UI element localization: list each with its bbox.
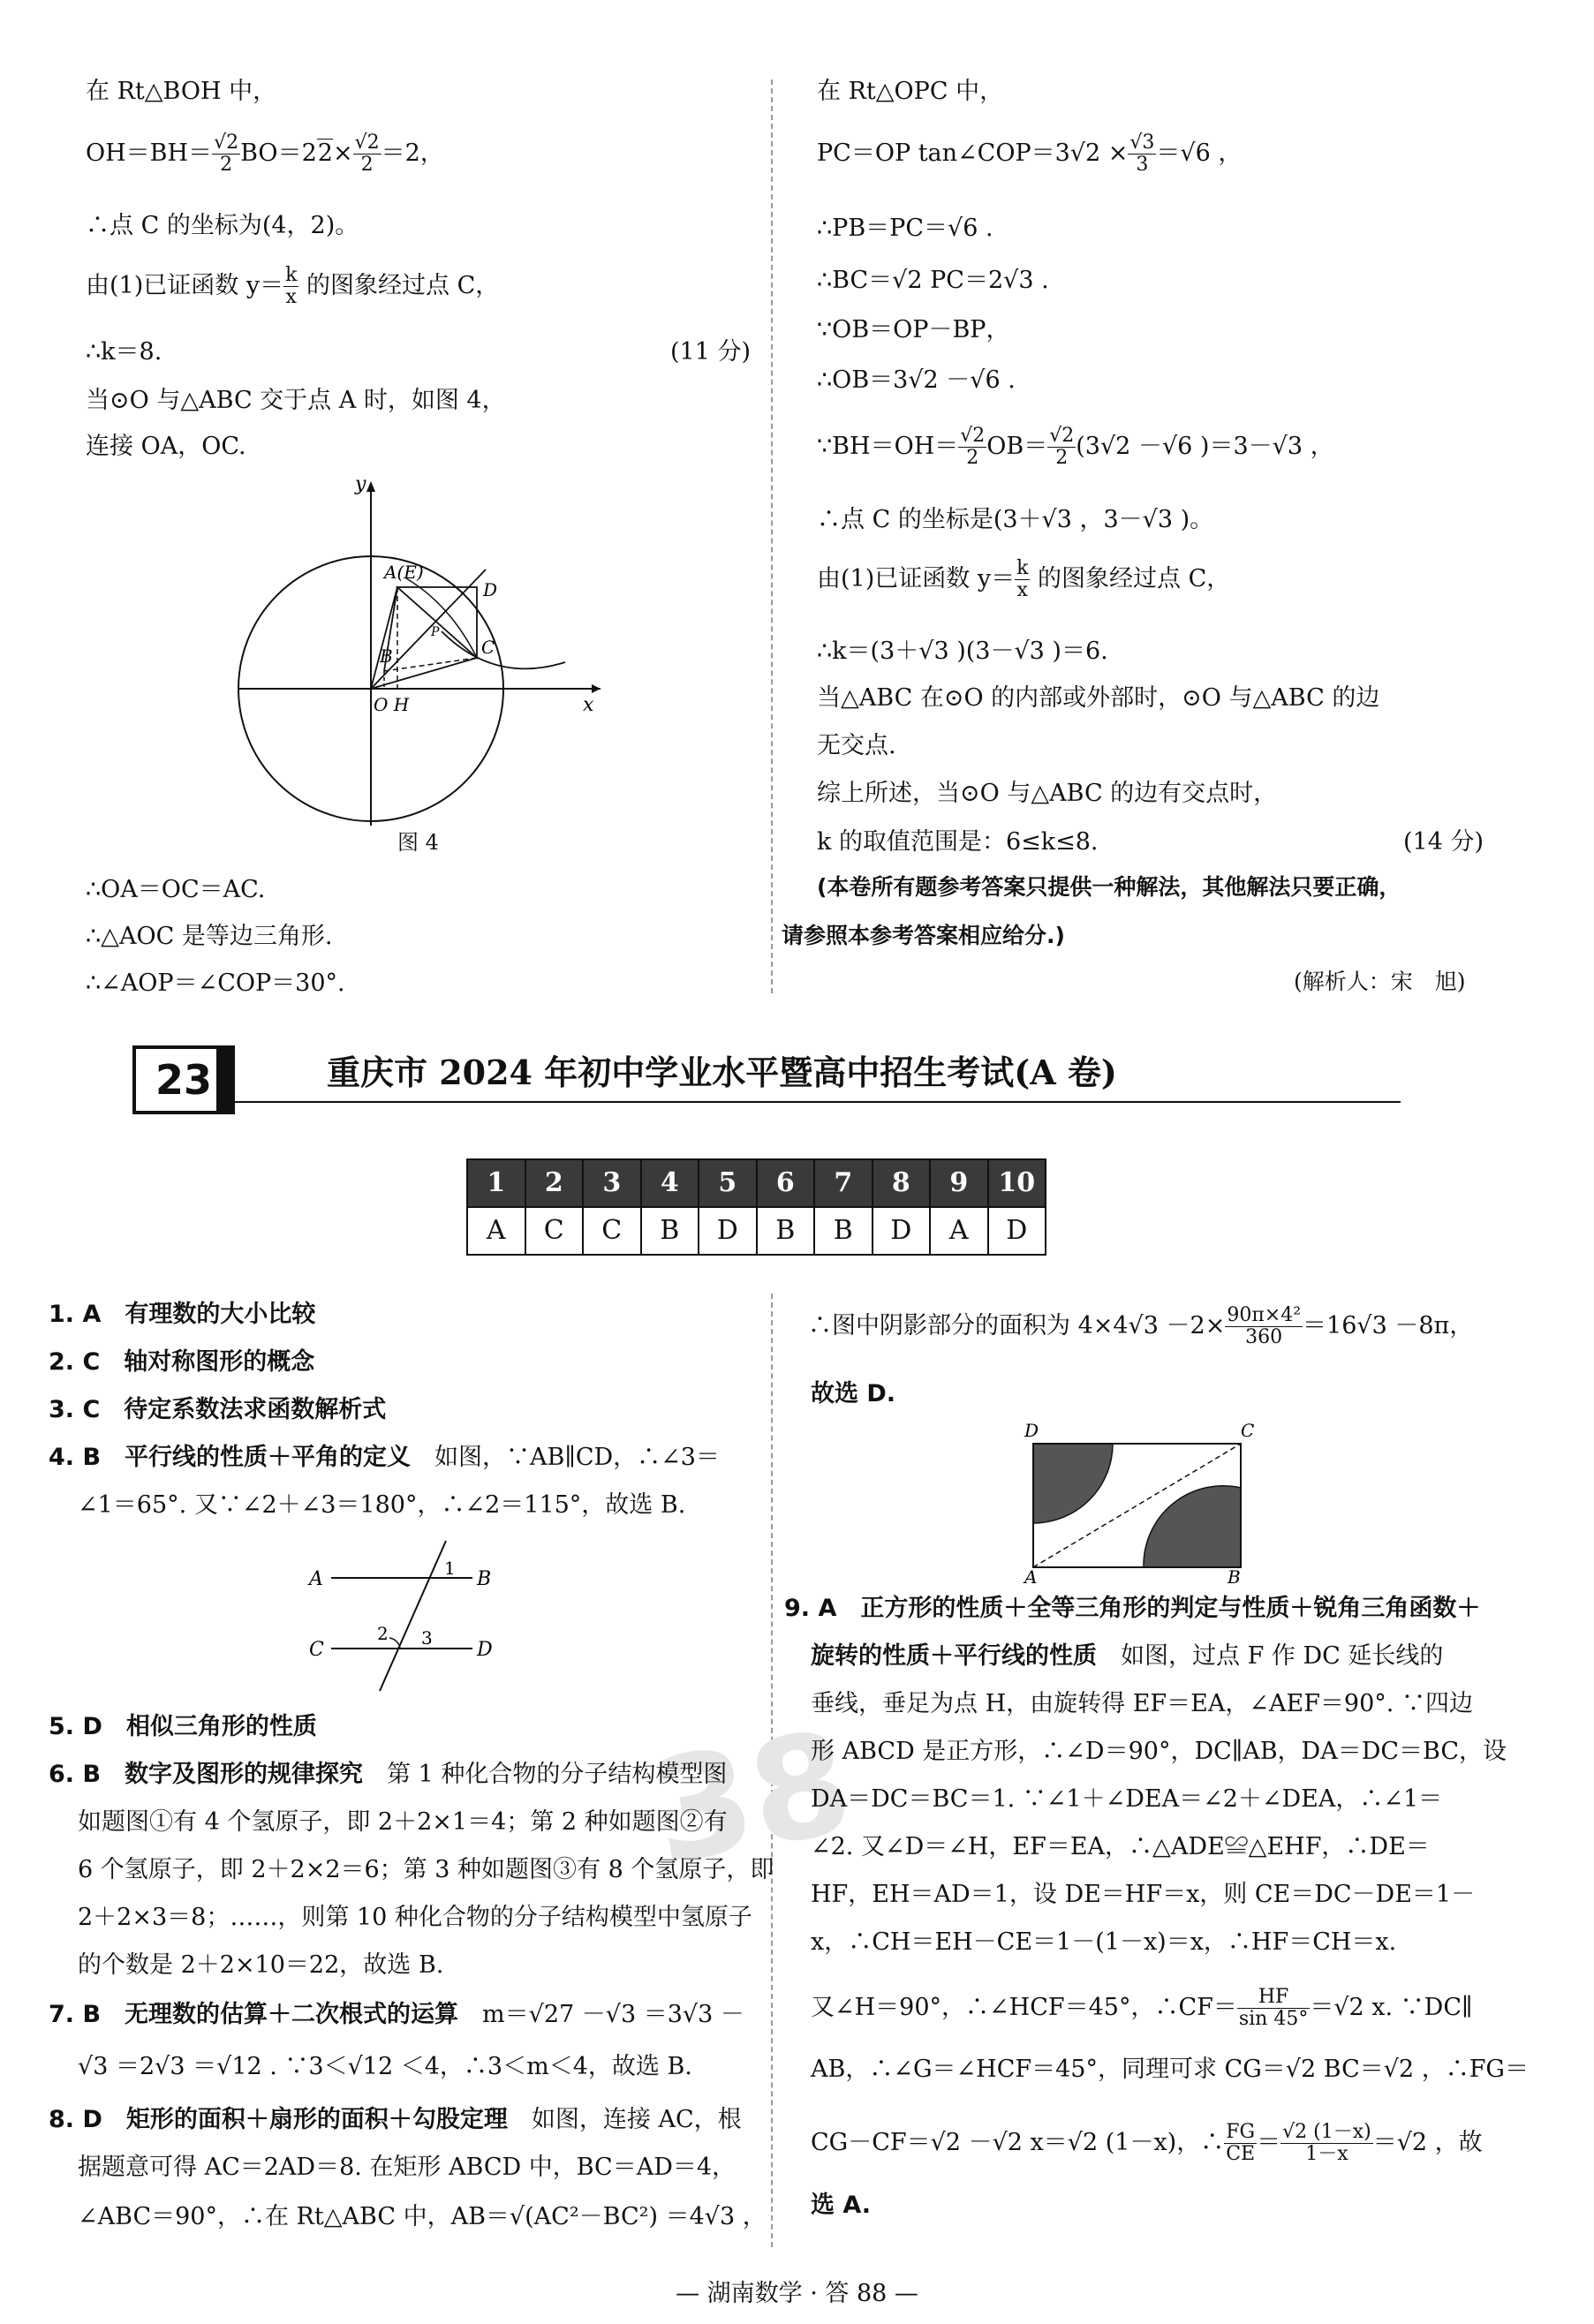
answer-letter-row [467, 1207, 1046, 1255]
text-line: 如题图①有 4 个氢原子，即 2＋2×1＝4；第 2 种如题图②有 [78, 1808, 728, 1836]
text-line: DA＝DC＝BC＝1. ∵∠1＋∠DEA＝∠2＋∠DEA，∴∠1＝ [811, 1785, 1443, 1813]
angle-1: 1 [444, 1558, 456, 1579]
note: (本卷所有题参考答案只提供一种解法，其他解法只要正确， [817, 874, 1401, 900]
section-number-bar [216, 1045, 232, 1114]
formula-function: 由(1)已证函数 y＝ $\frac{k}{x}$ 的图象经过点 C， [817, 557, 1231, 602]
answer-number: 2 [525, 1159, 584, 1207]
question-4: 4. B 平行线的性质＋平角的定义 如图，∵AB∥CD，∴∠3＝ [49, 1444, 720, 1471]
section-number: 23 [132, 1045, 235, 1114]
label-p: P [431, 625, 440, 639]
answer-table [466, 1158, 1046, 1256]
text-line: ∴k＝8. [86, 338, 162, 366]
text-line: ∴△AOC 是等边三角形. [86, 923, 333, 950]
label-b: B [1228, 1566, 1241, 1585]
text-line: 无交点. [817, 732, 896, 759]
formula-oh-bh: OH＝BH＝ $\frac{√2}{2}$ BO＝22× $\frac{√2}{2}$ ＝2， [86, 132, 444, 177]
text-line: 综上所述，当⊙O 与△ABC 的边有交点时， [817, 780, 1278, 807]
text-line: ∴OA＝OC＝AC. [86, 876, 266, 903]
section-title: 重庆市 2024 年初中学业水平暨高中招生考试(A 卷) [327, 1053, 1117, 1092]
answer-number-row [467, 1159, 1046, 1207]
angle-3: 3 [421, 1627, 433, 1649]
answer-number: 3 [583, 1159, 641, 1207]
text-line: 据题意可得 AC＝2AD＝8. 在矩形 ABCD 中，BC＝AD＝4， [78, 2154, 737, 2181]
text-line: 6 个氢原子，即 2＋2×2＝6；第 3 种如题图③有 8 个氢原子，即 [78, 1856, 774, 1883]
answer-letter: C [583, 1207, 641, 1255]
label-x: x [583, 694, 594, 716]
text-line: ∴∠AOP＝∠COP＝30°. [86, 970, 345, 997]
figure-caption: 图 4 [397, 830, 439, 855]
answer-letter: C [525, 1207, 584, 1255]
formula-pc: PC＝OP tan∠COP＝3√2 × $\frac{√3}{3}$ ＝√6 ， [817, 132, 1243, 177]
text-line: 当△ABC 在⊙O 的内部或外部时，⊙O 与△ABC 的边 [817, 684, 1380, 712]
label-ae: A(E) [384, 562, 424, 583]
text-line: ∴PB＝PC＝√6 . [817, 215, 993, 242]
answer-letter: A [930, 1207, 988, 1255]
question-7: 7. B 无理数的估算＋二次根式的运算 m＝√27 －√3 ＝3√3 － [49, 2001, 744, 2028]
answer-letter: D [873, 1207, 931, 1255]
watermark: 38 [640, 1699, 864, 1896]
question-3: 3. C 待定系数法求函数解析式 [49, 1396, 387, 1423]
text-line: 旋转的性质＋平行线的性质 如图，过点 F 作 DC 延长线的 [811, 1642, 1444, 1670]
formula-function: 由(1)已证函数 y＝ $\frac{k}{x}$ 的图象经过点 C， [86, 264, 500, 309]
label-d: D [477, 1639, 493, 1661]
text-line: ∴OB＝3√2 －√6 . [817, 366, 1016, 394]
formula-cf: 又∠H＝90°，∴∠HCF＝45°，∴CF＝ $\frac{HF}{\sin 45^\circ}$ ＝√2 x. ∵DC∥ [811, 1986, 1473, 2031]
text-line: HF，EH＝AD＝1，设 DE＝HF＝x，则 CE＝DC－DE＝1－ [811, 1881, 1476, 1908]
score: (14 分) [1402, 828, 1484, 856]
question-5: 5. D 相似三角形的性质 [49, 1713, 317, 1740]
question-1: 1. A 有理数的大小比较 [49, 1301, 316, 1328]
text-line: 2＋2×3＝8；……，则第 10 种化合物的分子结构模型中氢原子 [78, 1904, 752, 1931]
formula-shaded-area: ∴图中阴影部分的面积为 4×4√3 －2× $\frac{\text{90π×4²}}{360}$ ＝16√3 －8π， [808, 1304, 1474, 1349]
text-line: ∠ABC＝90°，∴在 Rt△ABC 中，AB＝√(AC²－BC²) ＝4√3 ， [78, 2203, 767, 2230]
label-d: D [483, 579, 498, 600]
answer-letter: D [988, 1207, 1046, 1255]
text-line: ∴点 C 的坐标为(4，2)。 [86, 212, 359, 239]
text-line: AB，∴∠G＝∠HCF＝45°，同理可求 CG＝√2 BC＝√2 ，∴FG＝ [811, 2056, 1529, 2083]
answer-number: 9 [930, 1159, 988, 1207]
text-line: k 的取值范围是：6≤k≤8. [817, 828, 1099, 856]
label-oh: O H [374, 694, 410, 715]
note: 请参照本参考答案相应给分.) [782, 923, 1065, 948]
text-line: ∠1＝65°. 又∵∠2＋∠3＝180°，∴∠2＝115°，故选 B. [78, 1491, 686, 1519]
page-footer: — 湖南数学 · 答 88 — [676, 2280, 918, 2307]
text-line: 形 ABCD 是正方形，∴∠D＝90°，DC∥AB，DA＝DC＝BC，设 [811, 1738, 1507, 1765]
formula-fg-ce: CG－CF＝√2 －√2 x＝√2 (1－x)，∴ $\frac{FG}{CE}$ ＝ $\frac{√2 (1-x)}{1-x}$ ＝√2 ，故 [811, 2121, 1483, 2166]
answer-number: 6 [757, 1159, 815, 1207]
question-6: 6. B 数字及图形的规律探究 第 1 种化合物的分子结构模型图 [49, 1761, 728, 1788]
answer-number: 10 [988, 1159, 1046, 1207]
score: (11 分) [669, 338, 751, 366]
answer-number: 5 [699, 1159, 757, 1207]
answer-letter: B [814, 1207, 873, 1255]
text-line: 在 Rt△OPC 中， [817, 78, 1004, 105]
column-divider-top [771, 79, 773, 993]
label-c: C [309, 1639, 324, 1661]
question-2: 2. C 轴对称图形的概念 [49, 1348, 315, 1376]
author: (解析人：宋 旭) [1294, 969, 1466, 994]
text-line: ∴点 C 的坐标是(3＋√3 ，3－√3 )。 [817, 506, 1214, 533]
formula-bh: ∵BH＝OH＝ $\frac{√2}{2}$ OB＝ $\frac{√2}{2}$ (3√2 －√6 )＝3－√3 ， [817, 425, 1334, 470]
text-line: 选 A. [811, 2192, 872, 2219]
label-b: B [477, 1568, 492, 1590]
figure-rectangle-sectors [1016, 1417, 1263, 1585]
text-line: 垂线，垂足为点 H，由旋转得 EF＝EA，∠AEF＝90°. ∵四边 [811, 1690, 1473, 1717]
answer-letter: D [699, 1207, 757, 1255]
text-line: 的个数是 2＋2×10＝22，故选 B. [78, 1951, 444, 1979]
label-a: A [1024, 1566, 1038, 1585]
label-a: A [309, 1568, 323, 1590]
text-line: ∴k＝(3＋√3 )(3－√3 )＝6. [817, 638, 1108, 665]
text-line: ∵OB＝OP－BP， [817, 316, 1010, 343]
text-line: 连接 OA，OC. [86, 433, 246, 460]
text-line: 当⊙O 与△ABC 交于点 A 时，如图 4， [86, 387, 506, 414]
question-9: 9. A 正方形的性质＋全等三角形的判定与性质＋锐角三角函数＋ [784, 1595, 1481, 1622]
label-b: B [380, 645, 393, 667]
angle-2: 2 [377, 1623, 389, 1644]
text-line: ∠2. 又∠D＝∠H，EF＝EA，∴△ADE≌△EHF，∴DE＝ [811, 1833, 1430, 1860]
answer-number: 7 [814, 1159, 873, 1207]
answer-letter: A [467, 1207, 525, 1255]
text-line: 故选 D. [811, 1380, 896, 1407]
text-line: ∴BC＝√2 PC＝2√3 . [817, 267, 1049, 294]
answer-number: 8 [873, 1159, 931, 1207]
figure-4 [230, 472, 609, 834]
answer-letter: B [641, 1207, 699, 1255]
answer-number: 1 [467, 1159, 525, 1207]
label-y: y [355, 473, 366, 495]
question-8: 8. D 矩形的面积＋扇形的面积＋勾股定理 如图，连接 AC，根 [49, 2106, 742, 2133]
text-line: x，∴CH＝EH－CE＝1－(1－x)＝x，∴HF＝CH＝x. [811, 1928, 1397, 1956]
text-line: √3 ＝2√3 ＝√12 . ∵3＜√12 ＜4，∴3＜m＜4，故选 B. [78, 2053, 692, 2080]
label-c: C [481, 637, 495, 658]
figure-parallel-lines [305, 1532, 517, 1695]
answer-letter: B [757, 1207, 815, 1255]
title-underline [231, 1101, 1401, 1103]
answer-number: 4 [641, 1159, 699, 1207]
text-line: 在 Rt△BOH 中， [86, 78, 277, 105]
label-c: C [1241, 1420, 1255, 1441]
label-d: D [1024, 1420, 1039, 1441]
